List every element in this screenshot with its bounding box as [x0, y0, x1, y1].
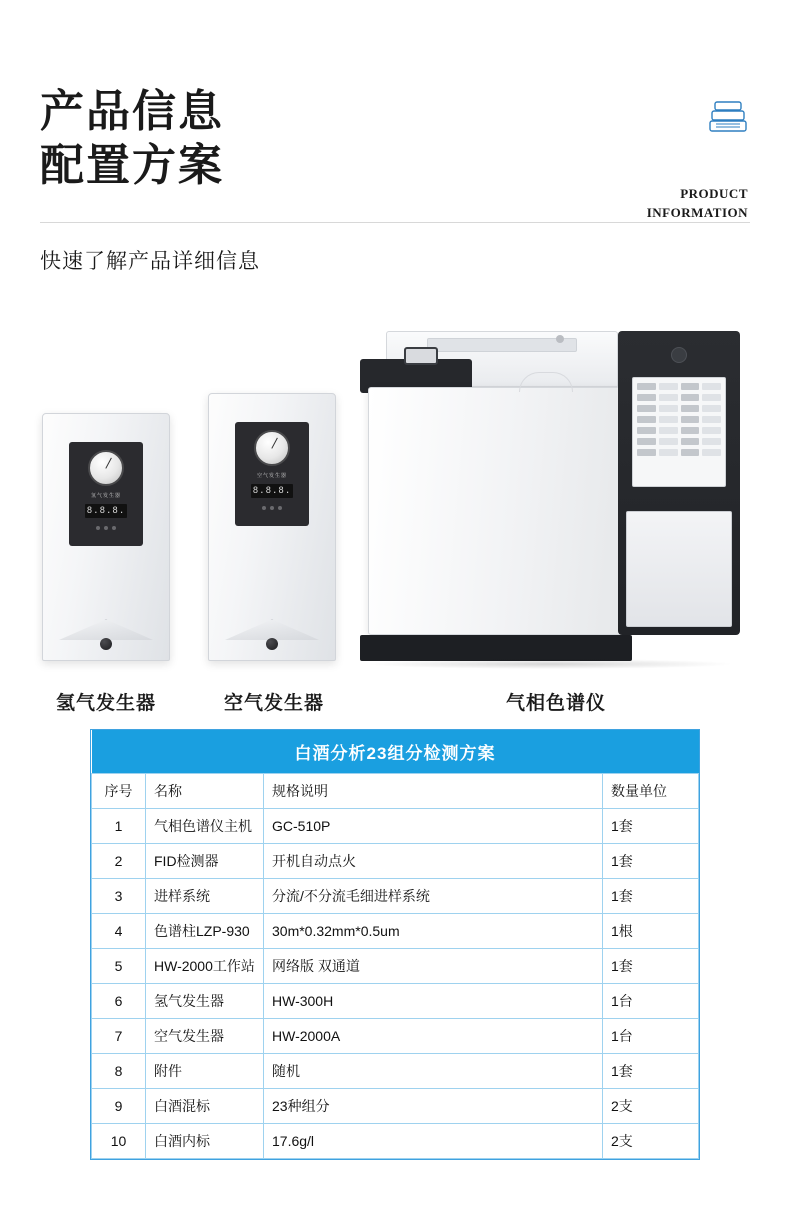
table-row	[92, 1054, 699, 1089]
cell-index: 2	[92, 844, 146, 879]
cell-name: 白酒混标	[146, 1089, 264, 1124]
page-header	[0, 0, 790, 220]
gc-display-screen	[632, 377, 726, 487]
table-row	[92, 1089, 699, 1124]
cell-qty: 2支	[603, 1124, 699, 1159]
spec-table-head	[92, 730, 699, 774]
table-row	[92, 949, 699, 984]
cell-spec: 分流/不分流毛细进样系统	[264, 879, 603, 914]
cell-qty: 1套	[603, 844, 699, 879]
gc-power-icon	[671, 347, 687, 363]
gc-oven-body	[368, 387, 626, 635]
hydrogen-panel-label: 氢气发生器	[90, 493, 121, 500]
cell-qty: 1台	[603, 984, 699, 1019]
cell-spec: 网络版 双通道	[264, 949, 603, 984]
cell-spec: GC-510P	[264, 809, 603, 844]
cell-qty: 2支	[603, 1089, 699, 1124]
table-header-row	[92, 774, 699, 809]
product-hydrogen-generator	[42, 413, 170, 661]
cell-name: 白酒内标	[146, 1124, 264, 1159]
cell-qty: 1台	[603, 1019, 699, 1054]
cell-index: 1	[92, 809, 146, 844]
cell-spec: 23种组分	[264, 1089, 603, 1124]
cell-spec: 17.6g/l	[264, 1124, 603, 1159]
header-divider	[40, 222, 750, 223]
column-header-name: 名称	[146, 774, 264, 809]
cell-spec: HW-300H	[264, 984, 603, 1019]
cell-index: 4	[92, 914, 146, 949]
cell-spec: 随机	[264, 1054, 603, 1089]
cell-index: 6	[92, 984, 146, 1019]
cell-qty: 1套	[603, 809, 699, 844]
table-row	[92, 809, 699, 844]
air-display: 8.8.8.	[252, 486, 292, 497]
gc-control-tower	[618, 331, 740, 635]
cell-spec: 开机自动点火	[264, 844, 603, 879]
cell-qty: 1套	[603, 879, 699, 914]
page-subtitle: 快速了解产品详细信息	[40, 250, 260, 274]
spec-table	[91, 730, 699, 1159]
table-row	[92, 914, 699, 949]
cell-name: 色谱柱LZP-930	[146, 914, 264, 949]
table-row	[92, 879, 699, 914]
table-row	[92, 844, 699, 879]
cell-name: HW-2000工作站	[146, 949, 264, 984]
air-panel-label: 空气发生器	[256, 473, 287, 480]
cell-qty: 1套	[603, 949, 699, 984]
cell-index: 5	[92, 949, 146, 984]
cell-name: 附件	[146, 1054, 264, 1089]
table-row	[92, 984, 699, 1019]
cell-name: FID检测器	[146, 844, 264, 879]
gc-lower-panel	[626, 511, 732, 627]
caption-hydrogen-generator: 氢气发生器	[55, 693, 156, 715]
column-header-spec: 规格说明	[264, 774, 603, 809]
cell-spec: 30m*0.32mm*0.5um	[264, 914, 603, 949]
cell-qty: 1套	[603, 1054, 699, 1089]
page-title-line2: 配置方案	[40, 140, 224, 190]
spec-table-wrapper	[90, 729, 700, 1160]
caption-air-generator: 空气发生器	[223, 693, 324, 715]
product-gas-chromatograph	[360, 321, 748, 661]
page-title-line1: 产品信息	[40, 87, 224, 136]
cell-name: 空气发生器	[146, 1019, 264, 1054]
gc-base	[360, 635, 632, 661]
en-label-product: PRODUCT	[680, 186, 748, 201]
spec-table-title: 白酒分析23组分检测方案	[92, 730, 699, 774]
cell-index: 8	[92, 1054, 146, 1089]
cell-index: 10	[92, 1124, 146, 1159]
cell-qty: 1根	[603, 914, 699, 949]
cell-index: 3	[92, 879, 146, 914]
table-row	[92, 1124, 699, 1159]
cell-name: 气相色谱仪主机	[146, 809, 264, 844]
product-air-generator	[208, 393, 336, 661]
caption-gas-chromatograph: 气相色谱仪	[505, 693, 606, 715]
cell-index: 9	[92, 1089, 146, 1124]
column-header-qty: 数量单位	[603, 774, 699, 809]
title-block	[40, 85, 750, 192]
hydrogen-display: 8.8.8.	[86, 506, 126, 517]
cell-name: 氢气发生器	[146, 984, 264, 1019]
cell-spec: HW-2000A	[264, 1019, 603, 1054]
stacked-layers-icon	[647, 100, 748, 139]
header-right	[647, 100, 748, 223]
cell-name: 进样系统	[146, 879, 264, 914]
cell-index: 7	[92, 1019, 146, 1054]
table-row	[92, 1019, 699, 1054]
spec-table-body	[92, 774, 699, 1159]
en-label-information: INFORMATION	[646, 204, 748, 220]
column-header-index: 序号	[92, 774, 146, 809]
product-image-area	[0, 303, 790, 723]
